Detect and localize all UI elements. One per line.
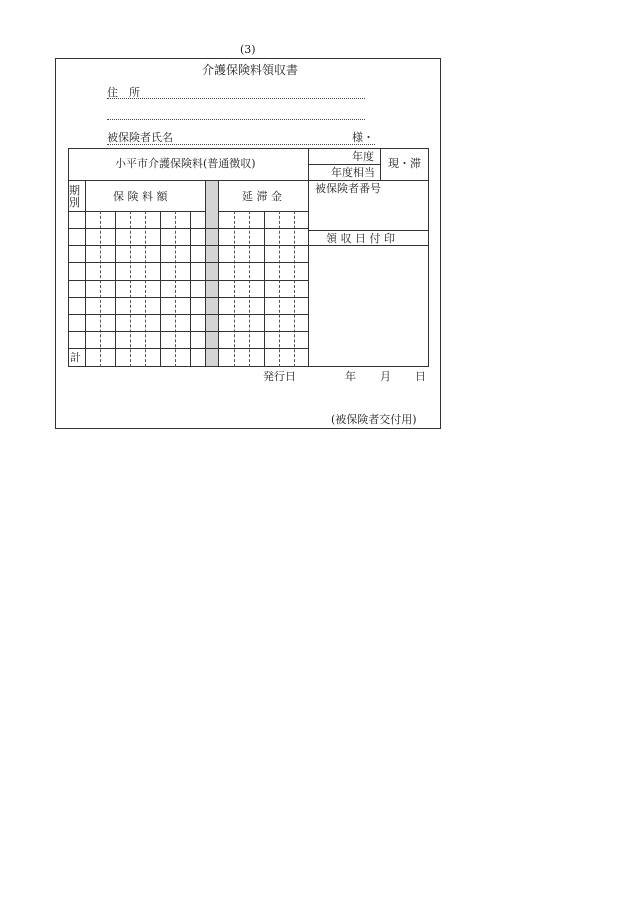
- honorific: 様・: [352, 131, 374, 144]
- insured-name-line: [107, 144, 375, 145]
- table-row: [68, 245, 308, 246]
- receipt-stamp-area: [309, 246, 428, 366]
- address-label: 住 所: [107, 86, 140, 99]
- year-equiv-label: 年度相当: [331, 166, 375, 179]
- issue-month-unit: 月: [380, 370, 391, 383]
- late-fee-label: 延 滞 金: [242, 190, 282, 203]
- form-title: 介護保険料領収書: [202, 63, 299, 77]
- copy-note: (被保険者交付用): [331, 413, 417, 426]
- insured-number-label: 被保険者番号: [315, 182, 381, 195]
- current-overdue-label: 現・滞: [388, 157, 421, 170]
- period-label: 期別: [69, 184, 80, 209]
- premium-label: 保 険 料 額: [113, 190, 168, 203]
- page-number: (3): [240, 43, 256, 56]
- address-line-2: [107, 119, 365, 120]
- total-label: 計: [70, 351, 81, 364]
- table-row: [68, 262, 308, 263]
- year-label: 年度: [352, 150, 374, 163]
- table-row: [68, 314, 308, 315]
- table-row: [68, 348, 308, 349]
- header-main: 小平市介護保険料(普通徴収): [115, 157, 256, 170]
- separator-column: [205, 181, 219, 366]
- address-line-1: [107, 98, 365, 99]
- table-row: [68, 331, 308, 332]
- table-row: [68, 228, 308, 229]
- table-row: [68, 297, 308, 298]
- receipt-stamp-label: 領 収 日 付 印: [326, 232, 395, 245]
- issue-day-unit: 日: [415, 370, 426, 383]
- insured-name-label: 被保険者氏名: [107, 131, 173, 144]
- table-row: [68, 280, 308, 281]
- issue-date-label: 発行日: [263, 370, 296, 383]
- issue-year-unit: 年: [345, 370, 356, 383]
